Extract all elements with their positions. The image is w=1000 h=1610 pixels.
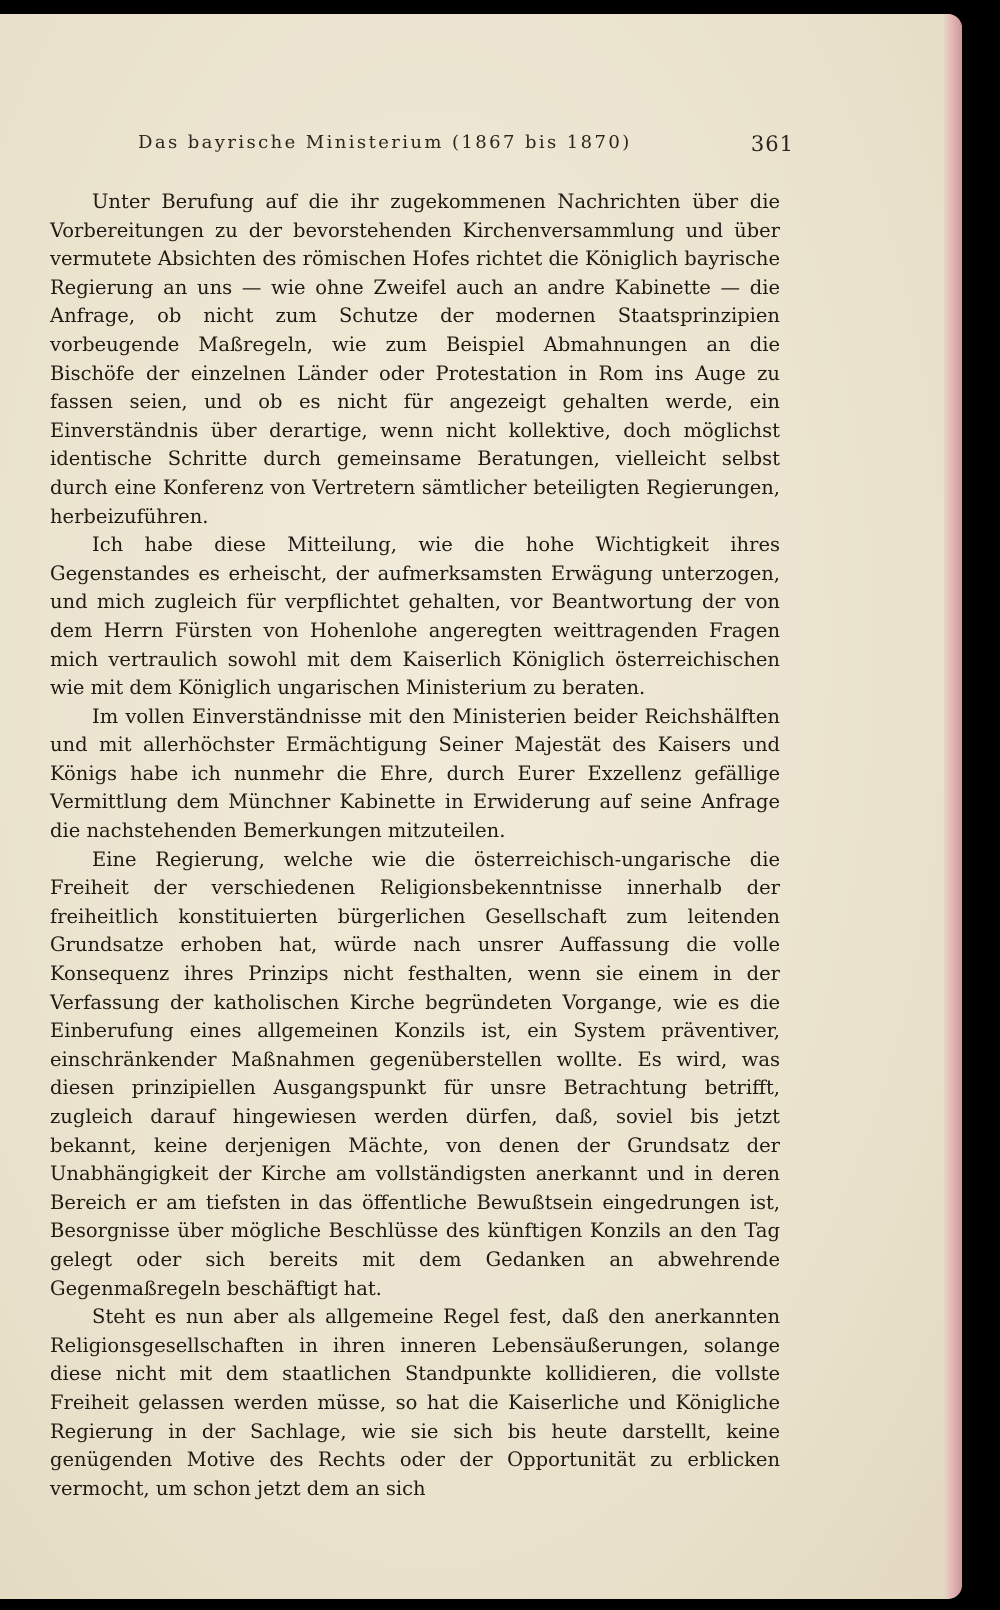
running-header-title: Das bayrische Ministerium (1867 bis 1870) bbox=[138, 132, 632, 153]
paragraph-1: Unter Berufung auf die ihr zugekommenen Nachrichten über die Vorbereitungen zu der bevorstehenden Kirchenversammlung und über vermutete Absichten des römischen Hofes richtet die Königlich bayrische Regierung an uns — wie ohne Zweifel auch an andre Kabinette — die Anfrage, ob nicht zum Schutze der modernen Staatsprinzipien vorbeugende Maßregeln, wie zum Beispiel Abmahnungen an die Bischöfe der einzelnen Länder oder Protestation in Rom ins Auge zu fassen seien, und ob es nicht für angezeigt gehalten werde, ein Einverständnis über derartige, wenn nicht kollektive, doch möglichst identische Schritte durch gemeinsame Beratungen, vielleicht selbst durch eine Konferenz von Vertretern sämtlicher beteiligten Regierungen, herbeizuführen. bbox=[50, 190, 780, 528]
paragraph-3: Im vollen Einverständnisse mit den Ministerien beider Reichshälften und mit allerhöchster Ermächtigung Seiner Majestät des Kaisers und Königs habe ich nunmehr die Ehre, durch Eurer Exzellenz gefällige Vermittlung dem Münchner Kabinette in Erwiderung auf seine Anfrage die nachstehenden Bemerkungen mitzuteilen. bbox=[50, 704, 780, 843]
page-edge bbox=[944, 14, 962, 1599]
running-header bbox=[138, 132, 794, 162]
body-text bbox=[50, 188, 780, 1503]
paragraph-5: Steht es nun aber als allgemeine Regel fest, daß den anerkannten Religionsgesellschaften in ihren inneren Lebensäußerungen, solange diese nicht mit dem staatlichen Standpunkte kollidieren, die vollste Freiheit gelassen werden müsse, so hat die Kaiserliche und Königliche Regierung in der Sachlage, wie sie sich bis heute darstellt, keine genügenden Motive des Rechts oder der Opportunität zu erblicken vermocht, um schon jetzt dem an sich bbox=[50, 1305, 780, 1500]
paragraph-4: Eine Regierung, welche wie die österreichisch-ungarische die Freiheit der verschiedenen Religionsbekenntnisse innerhalb der freiheitlich konstituierten bürgerlichen Gesellschaft zum leitenden Grundsatze erhoben hat, würde nach unsrer Auffassung die volle Konsequenz ihres Prinzips nicht festhalten, wenn sie einem in der Verfassung der katholischen Kirche begründeten Vorgange, wie es die Einberufung eines allgemeinen Konzils ist, ein System präventiver, einschränkender Maßnahmen gegenüberstellen wollte. Es wird, was diesen prinzipiellen Ausgangspunkt für unsre Betrachtung betrifft, zugleich darauf hingewiesen werden dürfen, daß, soviel bis jetzt bekannt, keine derjenigen Mächte, von denen der Grundsatz der Unabhängigkeit der Kirche am vollständigsten anerkannt und in deren Bereich er am tiefsten in das öffentliche Bewußtsein eingedrungen ist, Besorgnisse über mögliche Beschlüsse des künftigen Konzils an den Tag gelegt oder sich bereits mit dem Gedanken an abwehrende Gegenmaßregeln beschäftigt hat. bbox=[50, 847, 780, 1300]
book-page bbox=[0, 14, 962, 1599]
page-number: 361 bbox=[750, 132, 794, 156]
paragraph-2: Ich habe diese Mitteilung, wie die hohe Wichtigkeit ihres Gegenstandes es erheischt, der aufmerksamsten Erwägung unterzogen, und mich zugleich für verpflichtet gehalten, vor Beantwortung der von dem Herrn Fürsten von Hohenlohe angeregten weittragenden Fragen mich vertraulich sowohl mit dem Kaiserlich Königlich österreichischen wie mit dem Königlich ungarischen Ministerium zu beraten. bbox=[50, 533, 780, 700]
